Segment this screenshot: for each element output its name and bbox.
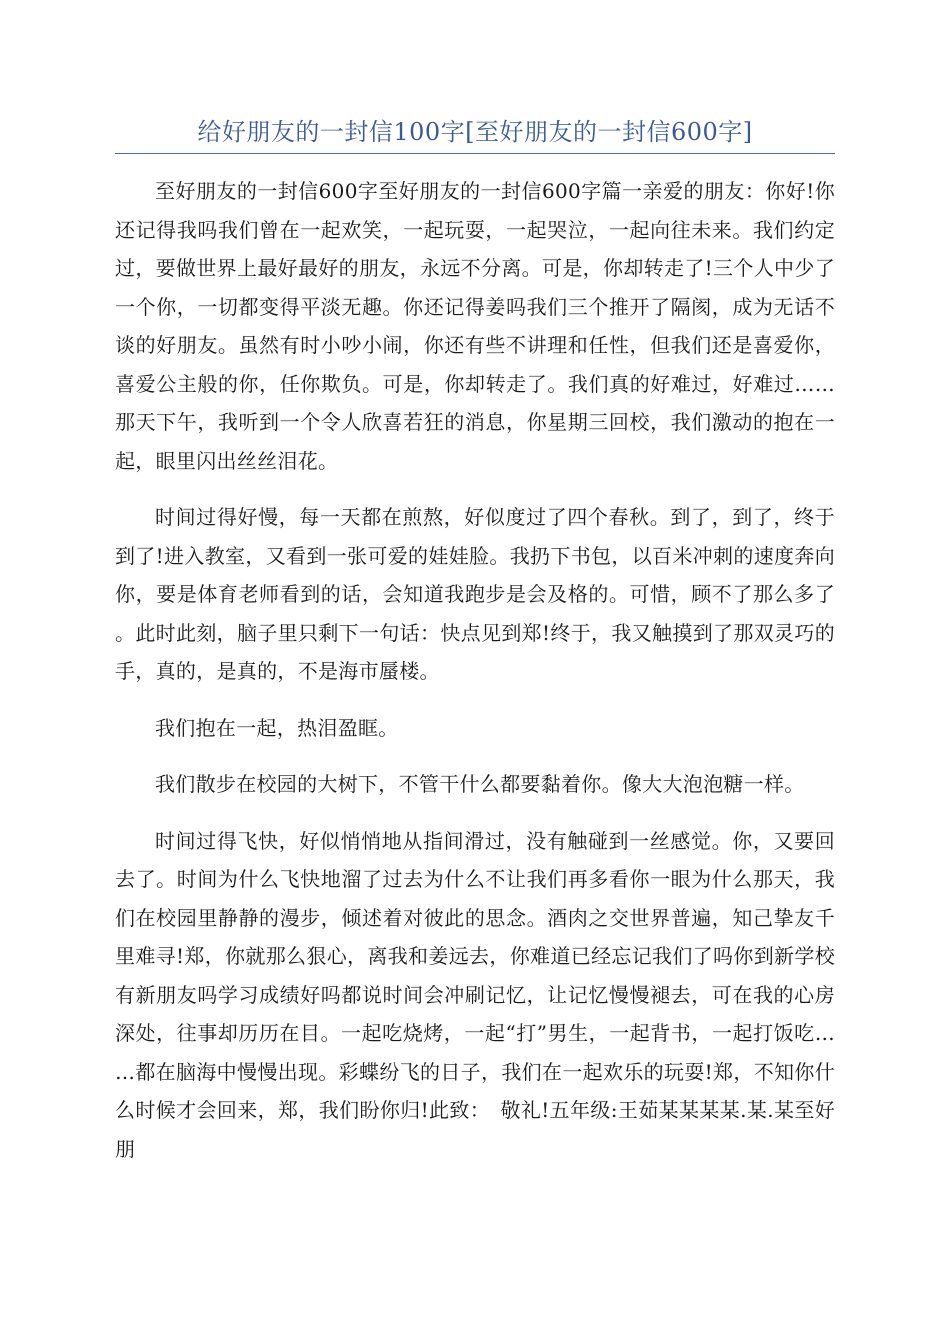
paragraph-4: 我们散步在校园的大树下，不管干什么都要黏着你。像大大泡泡糖一样。 — [155, 772, 805, 796]
paragraph-1: 至好朋友的一封信600字至好朋友的一封信600字篇一亲爱的朋友：你好!你还记得我吗我们曾在一起欢笑，一起玩耍，一起哭泣，一起向往未来。我们约定过，要做世界上最好最好的朋友，永远不分离。可是，你却转走了!三个人中少了一个你，一切都变得平淡无趣。你还记得姜吗我们三个推开了隔阂，成为无话不谈的好朋友。虽然有时小吵小闹，你还有些不讲理和任性，但我们还是喜爱你，喜爱公主般的你，任你欺负。可是，你却转走了。我们真的好难过，好难过……那天下午，我听到一个令人欣喜若狂的消息，你星期三回校，我们激动的抱在一起，眼里闪出丝丝泪花。 — [115, 179, 835, 473]
paragraph-2: 时间过得好慢，每一天都在煎熬，好似度过了四个春秋。到了，到了，终于到了!进入教室，又看到一张可爱的娃娃脸。我扔下书包，以百米冲刺的速度奔向你，要是体育老师看到的话，会知道我跑步是会及格的。可惜，顾不了那么多了。此时此刻，脑子里只剩下一句话：快点见到郑!终于，我又触摸到了那双灵巧的手，真的，是真的，不是海市蜃楼。 — [115, 505, 835, 683]
document-body — [115, 172, 835, 1168]
title-underline — [115, 153, 835, 154]
paragraph-3: 我们抱在一起，热泪盈眶。 — [155, 715, 399, 740]
paragraph-5: 时间过得飞快，好似悄悄地从指间滑过，没有触碰到一丝感觉。你，又要回去了。时间为什么飞快地溜了过去为什么不让我们再多看你一眼为什么那天，我们在校园里静静的漫步，倾述着对彼此的思念。酒肉之交世界普遍，知己挚友千里难寻!郑，你就那么狠心，离我和姜远去，你难道已经忘记我们了吗你到新学校有新朋友吗学习成绩好吗都说时间会冲刷记忆，让记忆慢慢褪去，可在我的心房深处，往事却历历在目。一起吃烧烤，一起“打”男生，一起背书，一起打饭吃……都在脑海中慢慢出现。彩蝶纷飞的日子，我们在一起欢乐的玩耍!郑，不知你什么时候才会回来，郑，我们盼你归!此致： 敬礼!五年级:王茹某某某某.某.某至好朋 — [115, 828, 835, 1161]
document-title: 给好朋友的一封信100字[至好朋友的一封信600字] — [197, 118, 753, 146]
